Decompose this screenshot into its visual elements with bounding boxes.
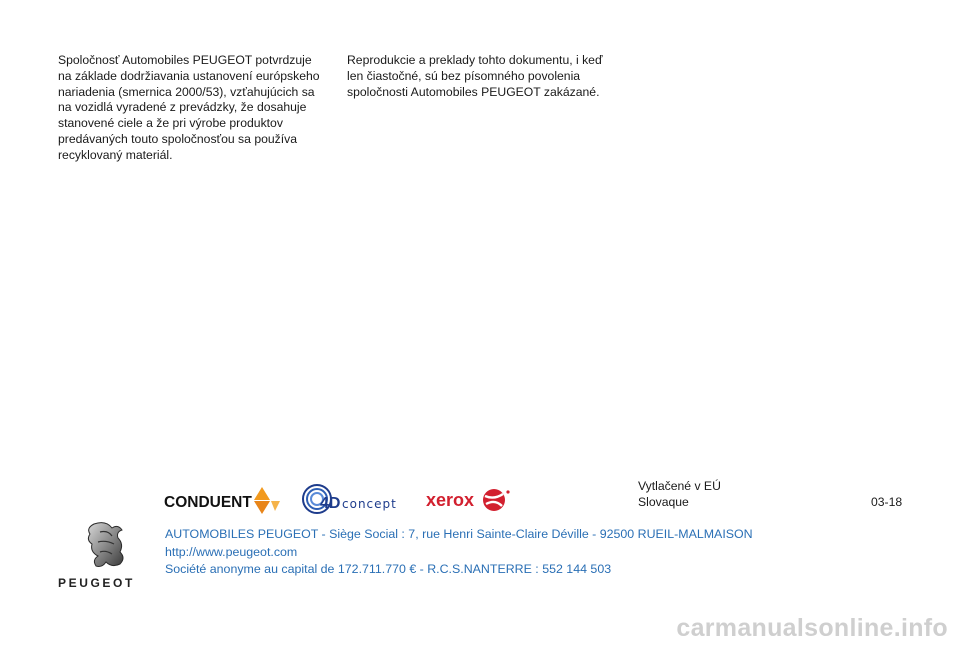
printed-location: Vytlačené v EÚ (638, 479, 721, 493)
right-paragraph (347, 53, 609, 100)
left-line: Spoločnosť Automobiles PEUGEOT potvrdzuje (58, 53, 312, 67)
printed-country: Slovaque (638, 494, 689, 509)
conduent-logo: CONDUENT (164, 494, 252, 511)
xerox-logo: xerox (426, 490, 475, 510)
concept-logo-text: concept (342, 497, 397, 511)
right-line: spoločnosti Automobiles PEUGEOT zakázané. (347, 84, 600, 99)
right-line: len čiastočné, sú bez písomného povolenia (347, 68, 581, 83)
sponsor-logos (164, 483, 524, 517)
left-line: recyklovaný materiál. (58, 147, 173, 162)
corporate-address: AUTOMOBILES PEUGEOT - Siège Social : 7, rue Henri Sainte-Claire Déville - 92500 RUEIL-MALMAISON (165, 527, 753, 541)
right-line: Reprodukcie a preklady tohto dokumentu, i keď (347, 53, 603, 67)
left-line: na základe dodržiavania ustanovení európskeho (58, 68, 320, 83)
conduent-mark-icon (254, 487, 280, 514)
watermark-text: carmanualsonline.info (676, 614, 948, 642)
left-line: na vozidlá vyradené z prevádzky, že dosahuje (58, 100, 307, 115)
left-line: nariadenia (smernica 2000/53), vzťahujúcich sa (58, 84, 315, 99)
corporate-info (165, 526, 753, 579)
peugeot-wordmark: PEUGEOT (58, 576, 135, 590)
printed-info (638, 479, 721, 511)
corporate-company: Société anonyme au capital de 172.711.770 € - R.C.S.NANTERRE : 552 144 503 (165, 562, 612, 577)
left-line: predávaných touto spoločnosťou sa používa (58, 131, 298, 146)
document-code: 03-18 (871, 495, 903, 509)
corporate-url[interactable]: http://www.peugeot.com (165, 544, 298, 559)
left-line: stanovené ciele a že pri výrobe produktov (58, 116, 283, 131)
left-paragraph (58, 53, 328, 164)
4d-logo-text: 4D (320, 495, 341, 512)
xerox-sphere-icon (483, 489, 510, 511)
